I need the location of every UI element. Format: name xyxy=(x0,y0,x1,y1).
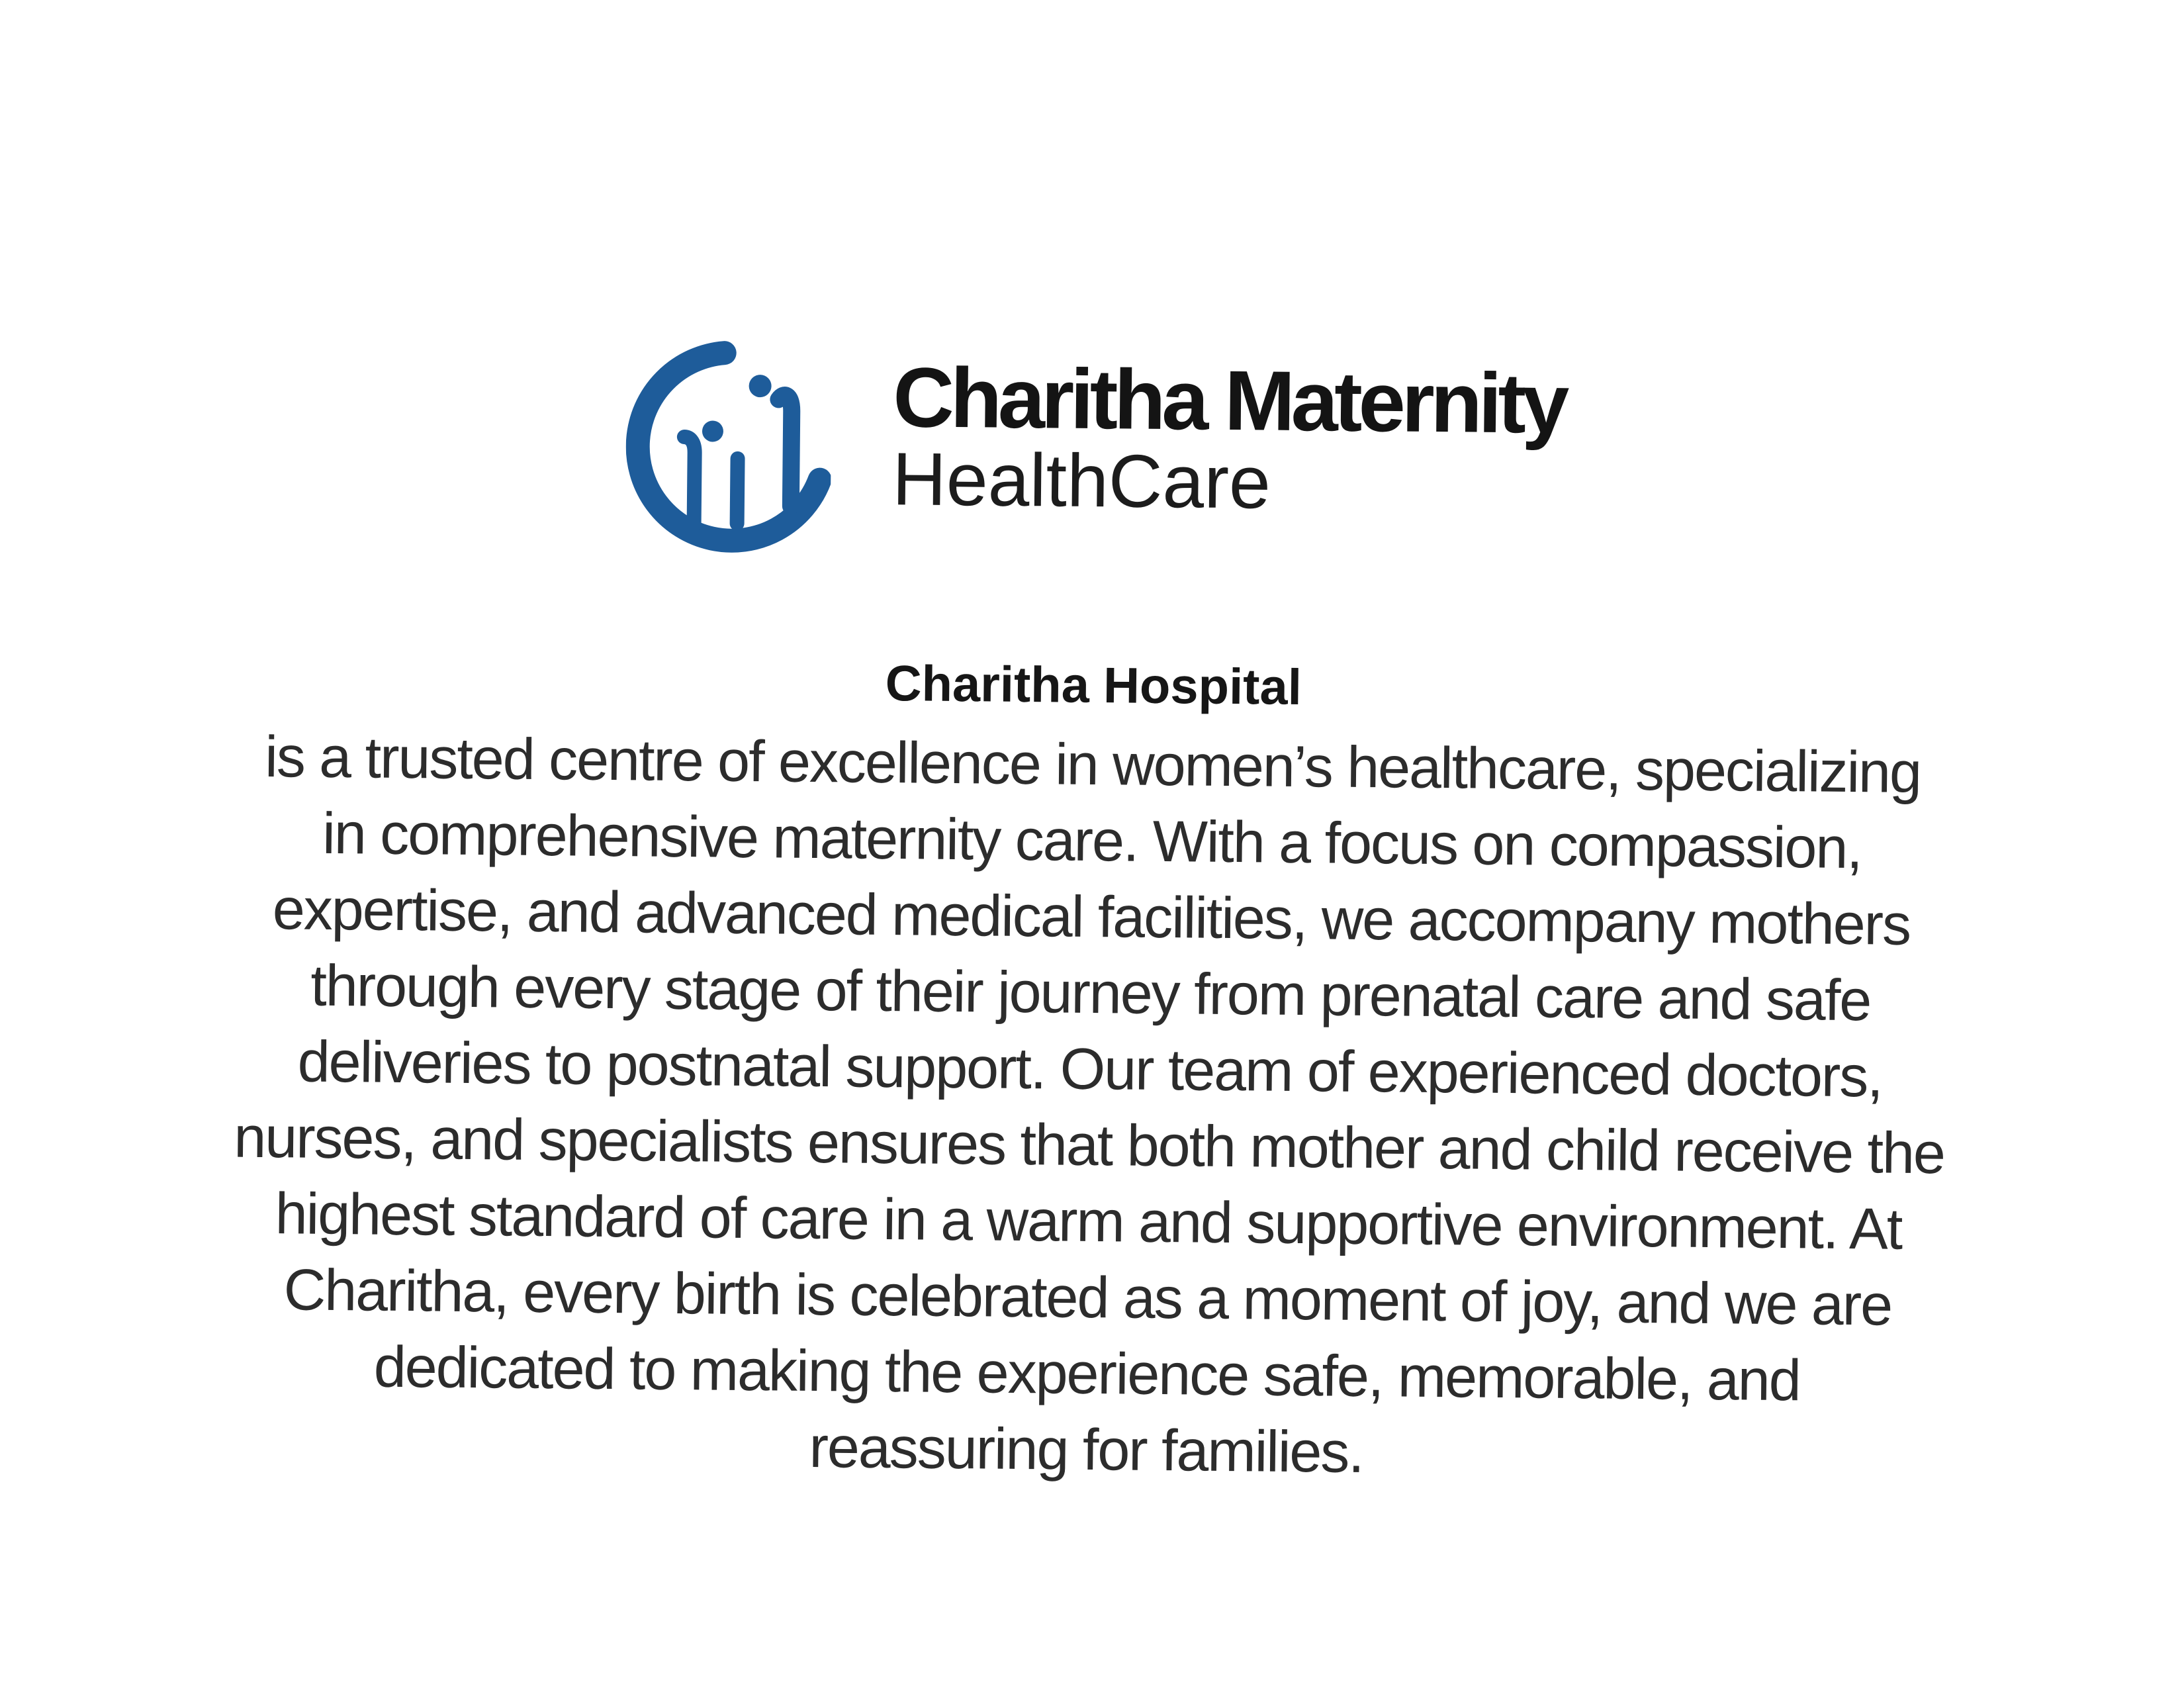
logo-wordmark-name: Charitha Maternity xyxy=(892,350,1566,451)
logo-tall-figure-head xyxy=(749,375,771,397)
about-line: in comprehensive maternity care. With a focus on compassion, xyxy=(322,800,1862,881)
about-line: Charitha, every birth is celebrated as a moment of joy, and we are xyxy=(283,1256,1892,1338)
logo-tall-figure-body xyxy=(778,395,792,506)
about-line: dedicated to making the experience safe, memorable, and xyxy=(373,1333,1801,1413)
about-line: nurses, and specialists ensures that both mother and child receive the xyxy=(233,1103,1945,1186)
logo-child-bar xyxy=(737,459,738,524)
about-line: through every stage of their journey from prenatal care and safe xyxy=(310,952,1871,1033)
charitha-maternity-logo-icon xyxy=(625,332,832,557)
about-line: reassuring for families. xyxy=(809,1413,1364,1485)
about-heading: Charitha Hospital xyxy=(885,655,1302,716)
about-paragraph xyxy=(159,718,2020,1497)
logo-wordmark-tagline: HealthCare xyxy=(891,437,1271,524)
about-line: expertise, and advanced medical facilities, we accompany mothers xyxy=(272,876,1911,957)
logo-small-figure-head xyxy=(702,420,723,442)
about-line: deliveries to postnatal support. Our team of experienced doctors, xyxy=(297,1028,1883,1109)
logo-small-figure-body xyxy=(684,437,695,524)
about-line: highest standard of care in a warm and supportive environment. At xyxy=(275,1180,1902,1262)
about-line: is a trusted centre of excellence in women’s healthcare, specializing xyxy=(264,724,1921,806)
